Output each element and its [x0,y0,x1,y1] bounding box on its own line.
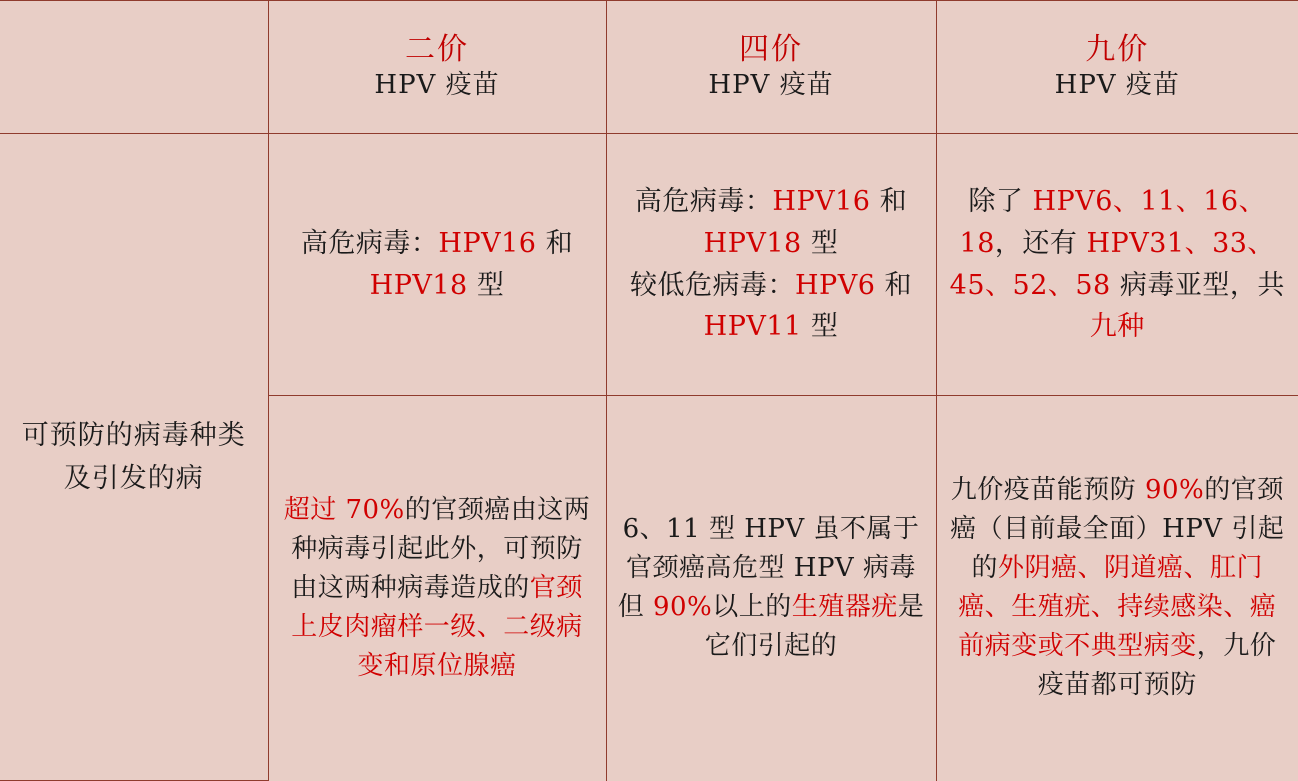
header-subtitle-bivalent: HPV 疫苗 [374,70,500,101]
row-label-prevented-types: 可预防的病毒种类及引发的病 [0,134,268,781]
header-title-bivalent: 二价 [405,31,469,67]
header-subtitle-quadrivalent: HPV 疫苗 [708,70,834,101]
header-title-nonavalent: 九价 [1085,31,1150,67]
header-cell-empty [0,1,268,134]
header-subtitle-nonavalent: HPV 疫苗 [1054,70,1180,101]
cell-diseases-nonavalent: 九价疫苗能预防 90%的官颈癌（目前最全面）HPV 引起的外阴癌、阴道癌、肛门癌、生殖疣、持续感染、癌前病变或不典型病变，九价疫苗都可预防 [936,396,1298,781]
cell-diseases-bivalent: 超过 70%的官颈癌由这两种病毒引起此外，可预防由这两种病毒造成的官颈上皮肉瘤样一级、二级病变和原位腺癌 [268,396,606,781]
header-title-quadrivalent: 四价 [739,31,803,67]
table-header-row [0,1,1298,134]
header-cell-bivalent [268,1,606,134]
header-cell-quadrivalent [606,1,936,134]
cell-diseases-quadrivalent: 6、11 型 HPV 虽不属于官颈癌高危型 HPV 病毒但 90%以上的生殖器疣是它们引起的 [606,396,936,781]
cell-virus-types-quadrivalent: 高危病毒：HPV16 和HPV18 型 较低危病毒：HPV6 和HPV11 型 [606,134,936,396]
cell-virus-types-bivalent: 高危病毒：HPV16 和 HPV18 型 [268,134,606,396]
table-row [0,134,1298,396]
cell-virus-types-nonavalent: 除了 HPV6、11、16、18，还有 HPV31、33、45、52、58 病毒亚型，共九种 [936,134,1298,396]
header-cell-nonavalent [936,1,1298,134]
